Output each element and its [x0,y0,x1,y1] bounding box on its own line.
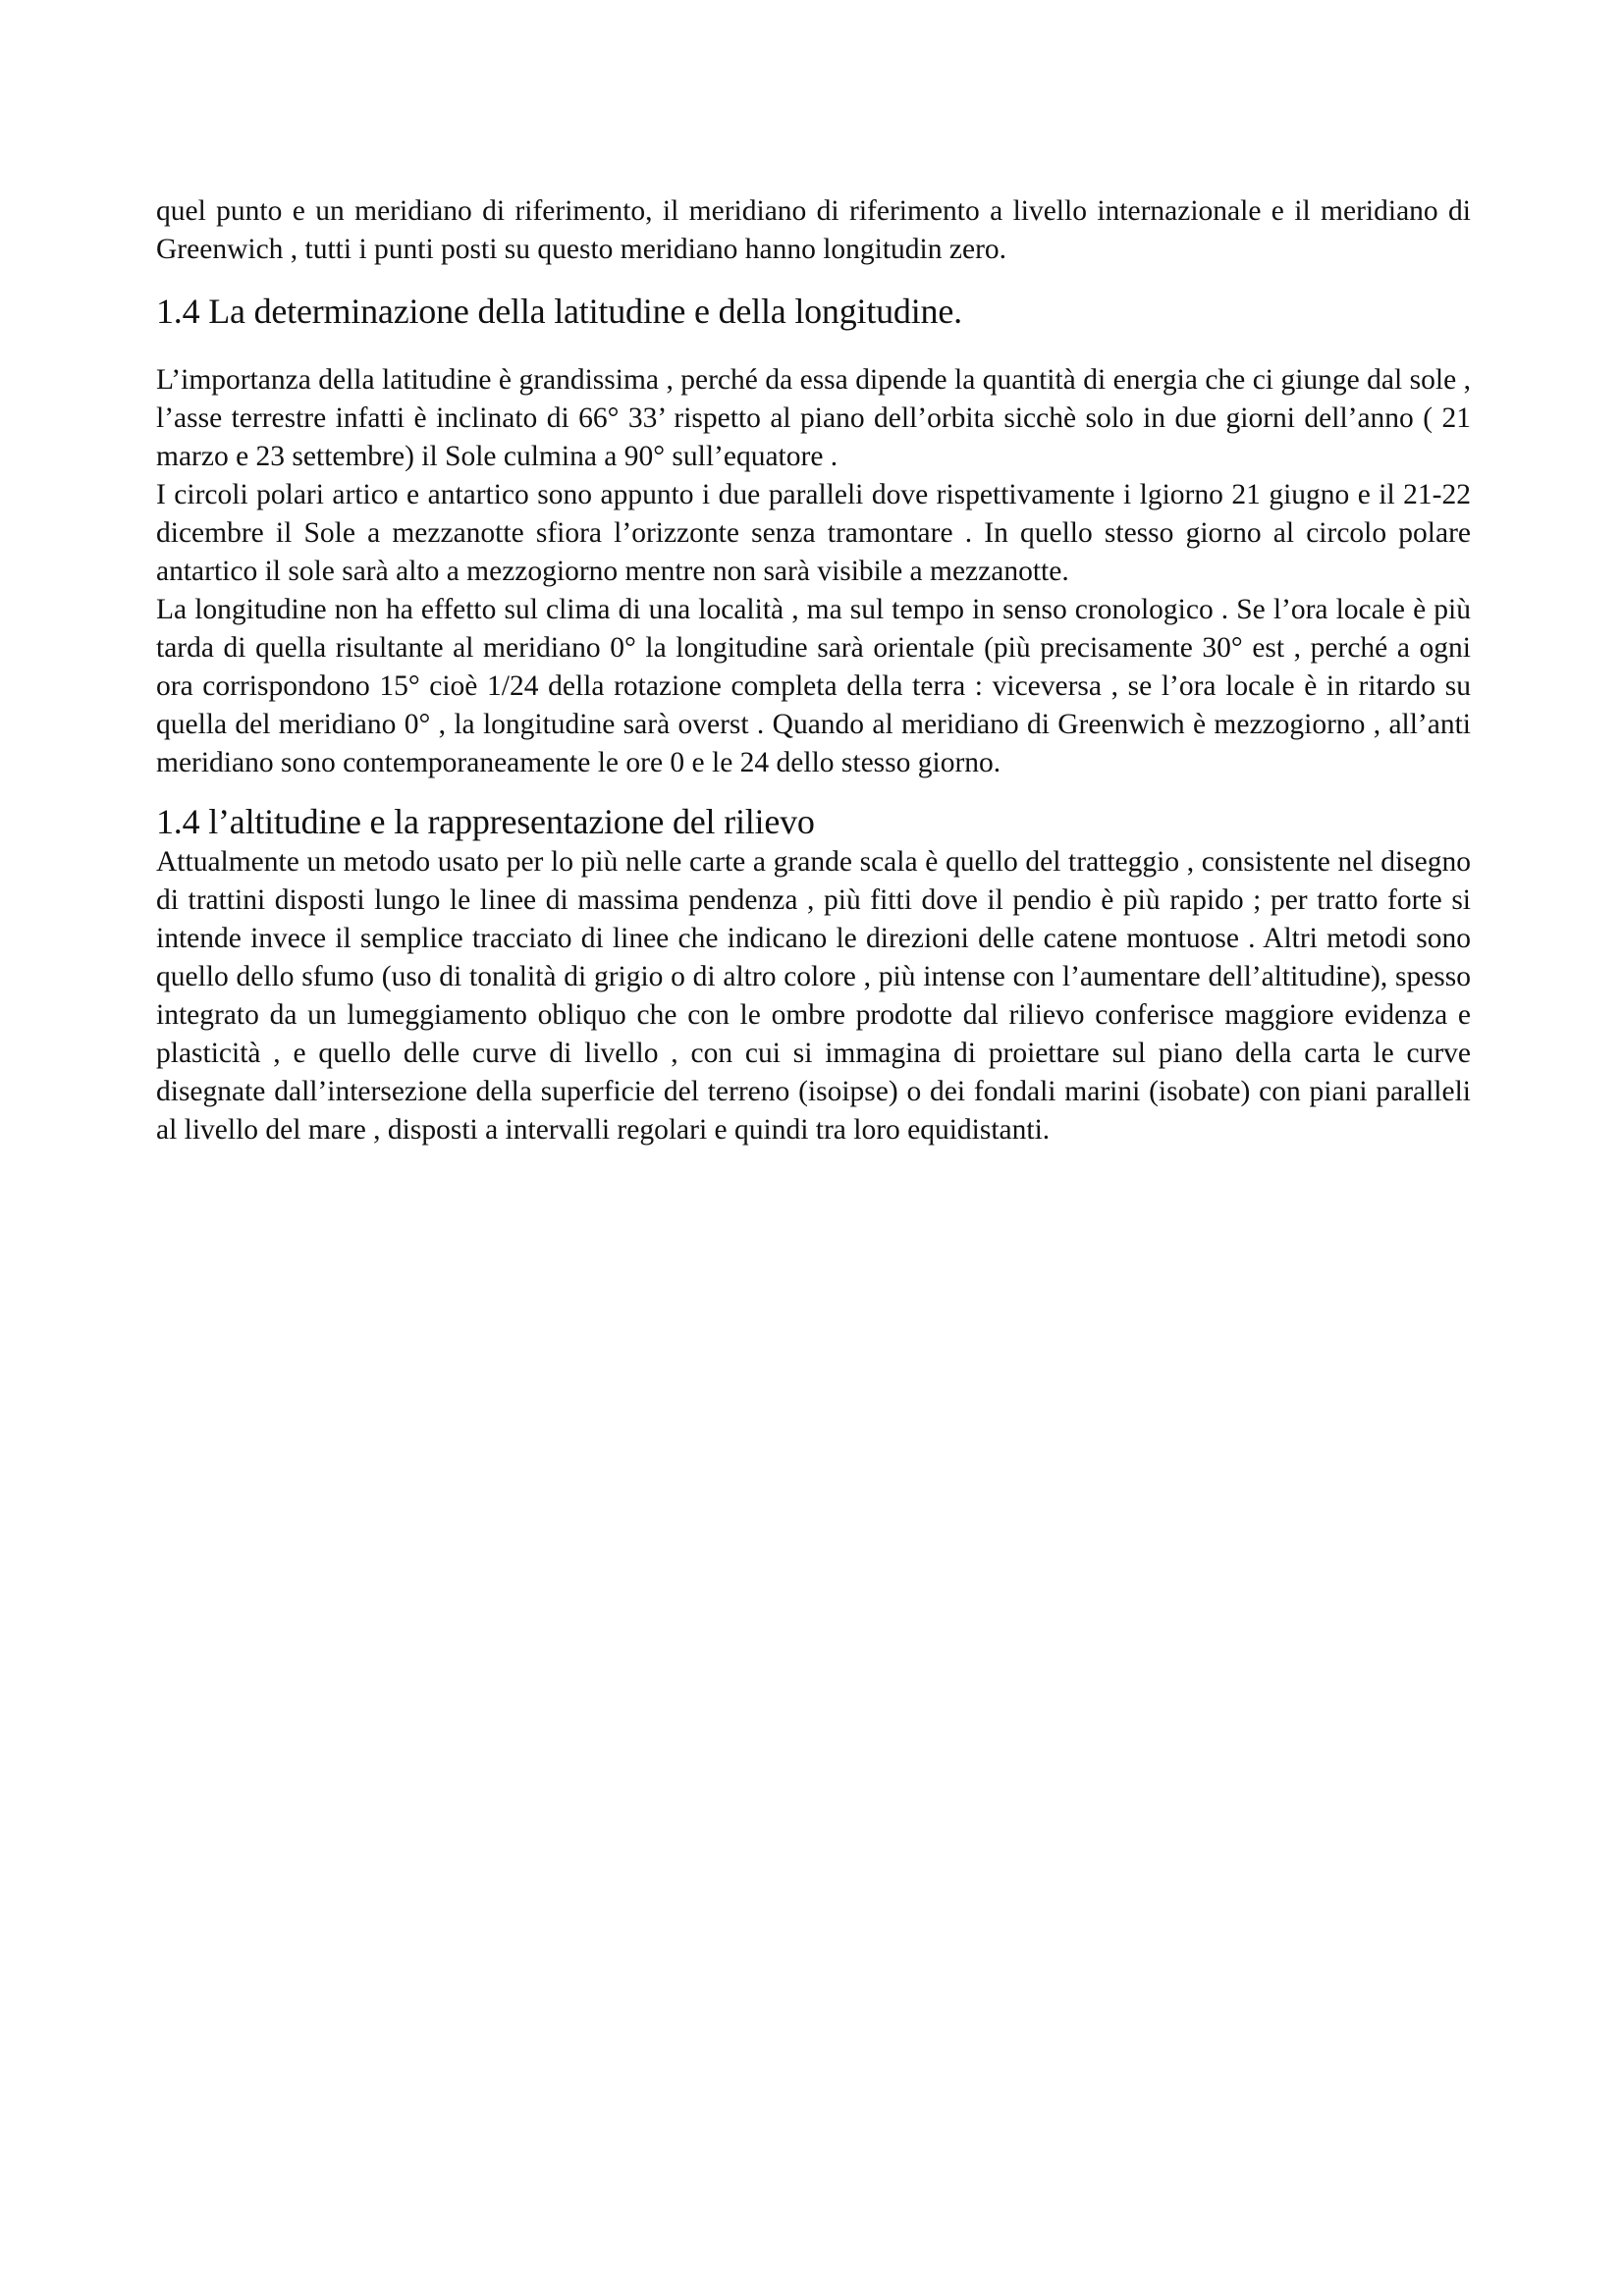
continuation-paragraph: quel punto e un meridiano di riferimento, il meridiano di riferimento a livello internazionale e il meridiano di Greenwich , tutti i punti posti su questo meridiano hanno longitudin zero. [156,195,1471,265]
paragraph-latitude-importance: L’importanza della latitudine è grandissima , perché da essa dipende la quantità di energia che ci giunge dal sole , l’asse terrestre infatti è inclinato di 66° 33’ rispetto al piano dell’orbita sicchè solo in due giorni dell’anno ( 21 marzo e 23 settembre) il Sole culmina a 90° sull’equatore . [156,364,1471,472]
section-heading-latitude-longitude: 1.4 La determinazione della latitudine e della longitudine. [156,292,962,331]
section-heading-altitude-relief: 1.4 l’altitudine e la rappresentazione del rilievo [156,802,815,841]
paragraph-longitude: La longitudine non ha effetto sul clima di una località , ma sul tempo in senso cronologico . Se l’ora locale è più tarda di quella risultante al meridiano 0° la longitudine sarà orientale (più precisamente 30° est , perché a ogni ora corrispondono 15° cioè 1/24 della rotazione completa della terra : viceversa , se l’ora locale è in ritardo su quella del meridiano 0° , la longitudine sarà overst . Quando al meridiano di Greenwich è mezzogiorno , all’anti meridiano sono contemporaneamente le ore 0 e le 24 dello stesso giorno. [156,594,1471,778]
paragraph-polar-circles: I circoli polari artico e antartico sono appunto i due paralleli dove rispettivamente i lgiorno 21 giugno e il 21-22 dicembre il Sole a mezzanotte sfiora l’orizzonte senza tramontare . In quello stesso giorno al circolo polare antartico il sole sarà alto a mezzogiorno mentre non sarà visibile a mezzanotte. [156,479,1471,587]
page-content [156,192,1471,1149]
paragraph-relief-methods: Attualmente un metodo usato per lo più nelle carte a grande scala è quello del tratteggio , consistente nel disegno di trattini disposti lungo le linee di massima pendenza , più fitti dove il pendio è più rapido ; per tratto forte si intende invece il semplice tracciato di linee che indicano le direzioni delle catene montuose . Altri metodi sono quello dello sfumo (uso di tonalità di grigio o di altro colore , più intense con l’aumentare dell’altitudine), spesso integrato da un lumeggiamento obliquo che con le ombre prodotte dal rilievo conferisce maggiore evidenza e plasticità , e quello delle curve di livello , con cui si immagina di proiettare sul piano della carta le curve disegnate dall’intersezione della superficie del terreno (isoipse) o dei fondali marini (isobate) con piani paralleli al livello del mare , disposti a intervalli regolari e quindi tra loro equidistanti. [156,846,1471,1146]
